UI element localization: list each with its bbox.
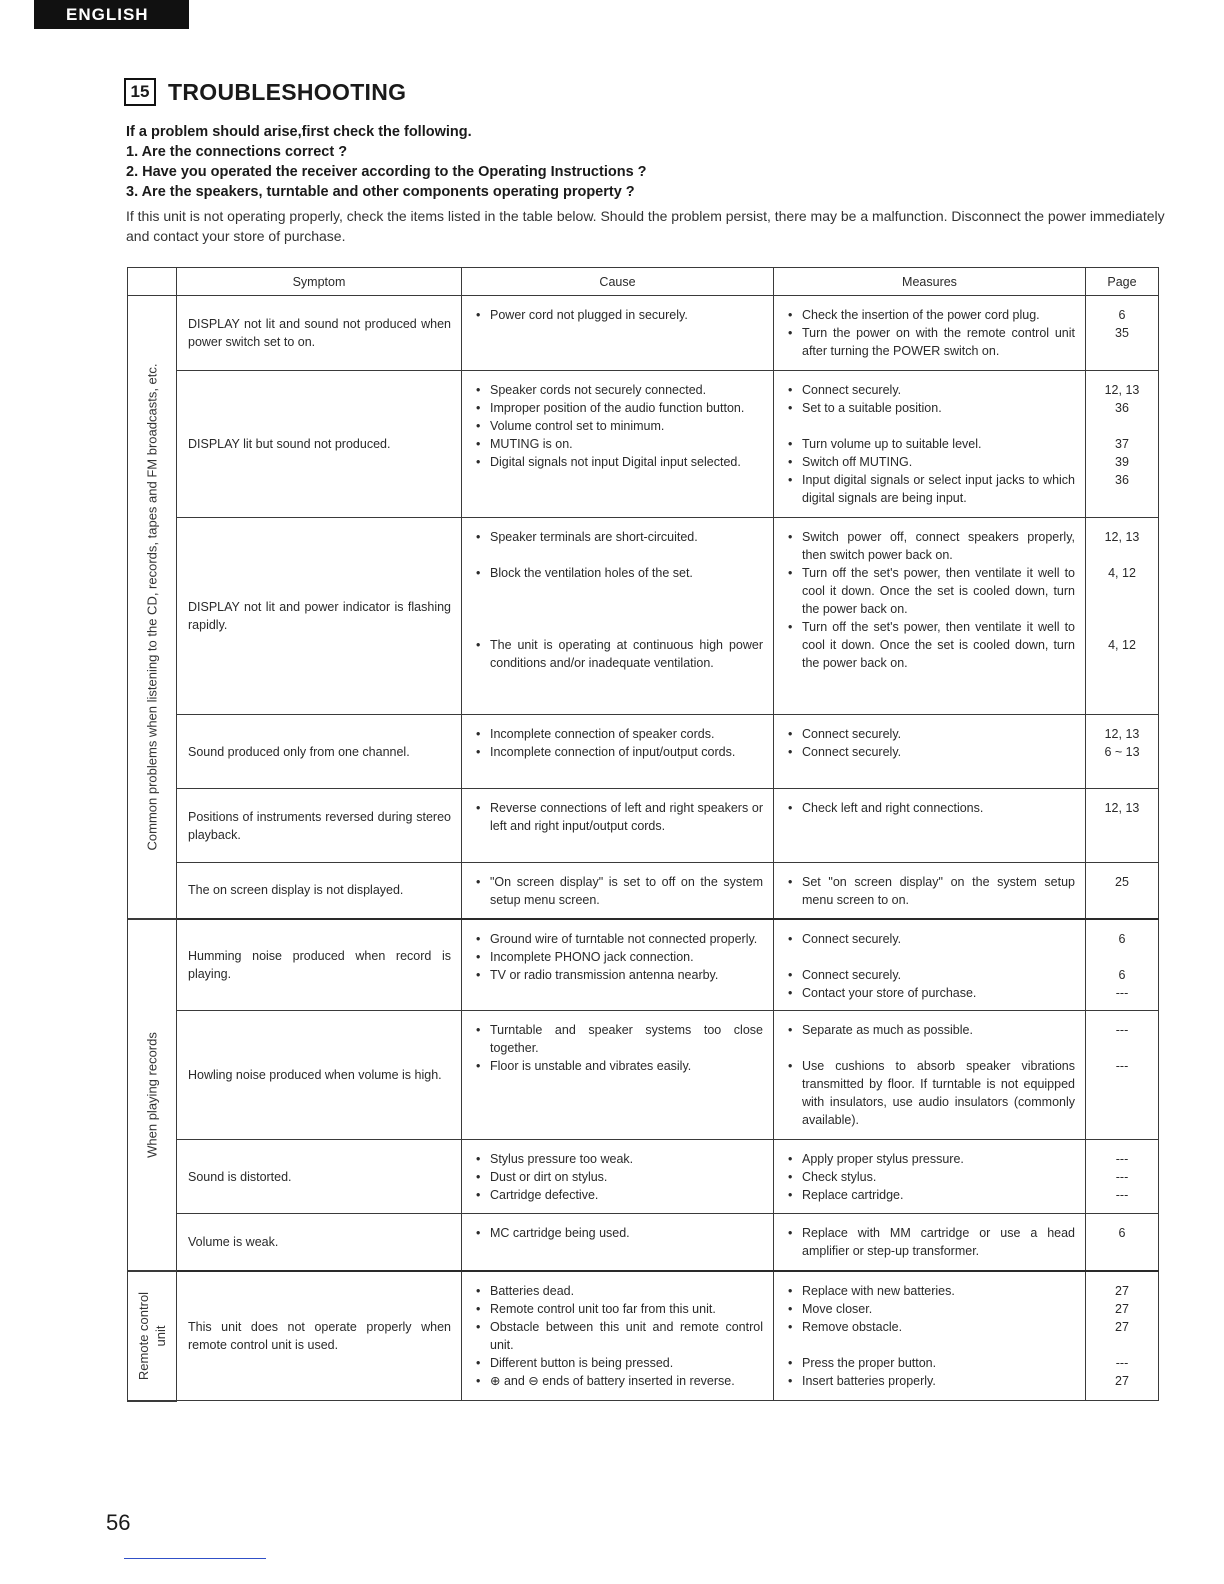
section-number-badge: 15 (124, 78, 156, 106)
cause-item: • ⊕ and ⊖ ends of battery inserted in reverse. (472, 1372, 763, 1390)
cause-cell (462, 296, 774, 371)
cause-cell (462, 371, 774, 518)
cause-cell (462, 1140, 774, 1214)
measure-item: • Set "on screen display" on the system setup menu screen to on. (784, 873, 1075, 909)
measure-item: • Switch power off, connect speakers properly, then switch power back on. (784, 528, 1075, 564)
cause-item: • MUTING is on. (472, 435, 763, 453)
page-cell (1086, 789, 1159, 863)
cause-item: • Incomplete connection of speaker cords. (472, 725, 763, 743)
measure-item: • Connect securely. (784, 381, 1075, 399)
cause-item: • Speaker cords not securely connected. (472, 381, 763, 399)
page-ref: --- (1115, 1152, 1129, 1166)
measure-item: • Apply proper stylus pressure. (784, 1150, 1075, 1168)
page-ref (1086, 546, 1158, 564)
table-row (128, 863, 1159, 919)
section-title: TROUBLESHOOTING (168, 78, 407, 105)
category-common-label: Common problems when listening to the CD, records, tapes and FM broadcasts, etc. (144, 363, 160, 851)
cause-item: • Cartridge defective. (472, 1186, 763, 1204)
measure-item: • Replace with new batteries. (784, 1282, 1075, 1300)
page-ref: --- (1115, 985, 1129, 1000)
cause-item: • Dust or dirt on stylus. (472, 1168, 763, 1186)
symptom-cell: This unit does not operate properly when remote control unit is used. (177, 1271, 462, 1401)
category-remote-label (135, 1291, 169, 1379)
table-row (128, 1140, 1159, 1214)
measures-cell (774, 1214, 1086, 1271)
measures-cell (774, 371, 1086, 518)
page-ref: 27 (1115, 1373, 1129, 1388)
page-ref: 27 (1115, 1301, 1129, 1316)
measure-item: • Remove obstacle. (784, 1318, 1075, 1336)
cause-cell (462, 1011, 774, 1140)
measure-item: • Connect securely. (784, 743, 1075, 761)
category-common (128, 296, 177, 919)
cause-item: • Speaker terminals are short-circuited. (472, 528, 763, 546)
page-ref (1086, 417, 1158, 435)
table-row (128, 296, 1159, 371)
measure-item: • Move closer. (784, 1300, 1075, 1318)
measure-item: • Turn off the set's power, then ventilate it well to cool it down. Once the set is cooled down, turn the power back on. (784, 564, 1075, 618)
cause-item: • Improper position of the audio function button. (472, 399, 763, 417)
measure-item: • Turn off the set's power, then ventilate it well to cool it down. Once the set is cooled down, turn the power back on. (784, 618, 1075, 672)
measures-cell (774, 518, 1086, 715)
symptom-cell: Volume is weak. (177, 1214, 462, 1271)
measures-cell (774, 1140, 1086, 1214)
page-ref: 6 (1118, 967, 1126, 982)
troubleshooting-table (127, 267, 1159, 1402)
table-row (128, 1011, 1159, 1140)
page-ref: --- (1115, 1188, 1129, 1202)
intro-question-3: 3. Are the speakers, turntable and other components operating property ? (126, 184, 635, 200)
measures-cell (774, 863, 1086, 919)
table-row (128, 371, 1159, 518)
page-ref: 35 (1115, 326, 1129, 340)
measure-item: • Insert batteries properly. (784, 1372, 1075, 1390)
measure-item: • Turn volume up to suitable level. (784, 435, 1075, 453)
page-ref: 12, 13 (1104, 727, 1140, 741)
page-ref: 27 (1115, 1283, 1129, 1298)
section-heading (124, 76, 406, 108)
cause-item: • Volume control set to minimum. (472, 417, 763, 435)
category-remote (128, 1271, 177, 1401)
cause-item: • Batteries dead. (472, 1282, 763, 1300)
page-cell (1086, 1011, 1159, 1140)
category-records-label: When playing records (144, 1031, 160, 1158)
cause-item: • Power cord not plugged in securely. (472, 306, 763, 324)
symptom-cell: Sound produced only from one channel. (177, 715, 462, 789)
table-row (128, 919, 1159, 1011)
cause-cell (462, 518, 774, 715)
page-ref: 25 (1115, 875, 1129, 889)
category-records (128, 919, 177, 1271)
measure-item: • Replace cartridge. (784, 1186, 1075, 1204)
measure-item: • Replace with MM cartridge or use a head amplifier or step-up transformer. (784, 1224, 1075, 1260)
header-category (128, 268, 177, 296)
cause-item: • Incomplete connection of input/output cords. (472, 743, 763, 761)
cause-item: • Floor is unstable and vibrates easily. (472, 1057, 763, 1075)
page-ref: --- (1115, 1170, 1129, 1184)
symptom-cell: Humming noise produced when record is playing. (177, 919, 462, 1011)
measures-cell (774, 715, 1086, 789)
page-cell (1086, 863, 1159, 919)
cause-cell (462, 1214, 774, 1271)
cause-cell (462, 863, 774, 919)
intro-question-2: 2. Have you operated the receiver according to the Operating Instructions ? (126, 164, 647, 180)
measures-cell (774, 919, 1086, 1011)
measure-item: • Check the insertion of the power cord plug. (784, 306, 1075, 324)
page-ref (1086, 582, 1158, 600)
page-ref: 6 ~ 13 (1104, 745, 1140, 759)
page-cell (1086, 715, 1159, 789)
symptom-cell: Howling noise produced when volume is high. (177, 1011, 462, 1140)
cause-item: • Digital signals not input Digital input selected. (472, 453, 763, 471)
header-page: Page (1086, 268, 1159, 296)
page-ref (1086, 948, 1158, 966)
measure-item: • Contact your store of purchase. (784, 984, 1075, 1002)
footer-rule (124, 1558, 266, 1559)
category-remote-line-2: unit (153, 1325, 168, 1346)
symptom-cell: Positions of instruments reversed during stereo playback. (177, 789, 462, 863)
table-row (128, 789, 1159, 863)
symptom-cell: Sound is distorted. (177, 1140, 462, 1214)
page-ref: 39 (1115, 455, 1129, 469)
intro-note: If this unit is not operating properly, check the items listed in the table below. Should the problem persist, there may be a malfunction. Disconnect the power immediately and contact your store of purchase. (126, 208, 1165, 244)
measure-item: • Check stylus. (784, 1168, 1075, 1186)
page-ref: 37 (1115, 437, 1129, 451)
cause-item: • The unit is operating at continuous high power conditions and/or inadequate ventilation. (472, 636, 763, 672)
page-ref: 36 (1115, 401, 1129, 415)
symptom-cell: DISPLAY not lit and sound not produced when power switch set to on. (177, 296, 462, 371)
cause-cell (462, 919, 774, 1011)
measure-item: • Press the proper button. (784, 1354, 1075, 1372)
page-ref: 4, 12 (1108, 638, 1136, 652)
page-ref (1086, 1336, 1158, 1354)
measure-item: • Switch off MUTING. (784, 453, 1075, 471)
cause-item: • Incomplete PHONO jack connection. (472, 948, 763, 966)
table-header-row (128, 268, 1159, 296)
header-symptom: Symptom (177, 268, 462, 296)
symptom-cell: The on screen display is not displayed. (177, 863, 462, 919)
measure-item: • Connect securely. (784, 966, 1075, 984)
page-number: 56 (106, 1510, 131, 1535)
measure-item: • Separate as much as possible. (784, 1021, 1075, 1039)
page-ref: 6 (1118, 931, 1126, 946)
page-ref: --- (1115, 1023, 1129, 1037)
measures-cell (774, 1271, 1086, 1401)
measure-item: • Use cushions to absorb speaker vibrations transmitted by floor. If turntable is not equipped with insulators, use audio insulators (commonly available). (784, 1057, 1075, 1129)
page-cell (1086, 296, 1159, 371)
measures-cell (774, 1011, 1086, 1140)
page-cell (1086, 1140, 1159, 1214)
cause-item: • Remote control unit too far from this unit. (472, 1300, 763, 1318)
measure-item: • Input digital signals or select input jacks to which digital signals are being input. (784, 471, 1075, 507)
category-remote-line-1: Remote control (136, 1291, 151, 1380)
table-row (128, 1271, 1159, 1401)
table-row (128, 715, 1159, 789)
language-tab: ENGLISH (34, 0, 189, 29)
measure-item: • Set to a suitable position. (784, 399, 1075, 417)
intro-block (126, 122, 1166, 246)
measure-item: • Check left and right connections. (784, 799, 1075, 817)
cause-item: • MC cartridge being used. (472, 1224, 763, 1242)
page-ref: 12, 13 (1104, 801, 1140, 815)
cause-item: • Block the ventilation holes of the set. (472, 564, 763, 582)
cause-cell (462, 715, 774, 789)
header-cause: Cause (462, 268, 774, 296)
page-cell (1086, 518, 1159, 715)
page-cell (1086, 1271, 1159, 1401)
cause-item: • Reverse connections of left and right speakers or left and right input/output cords. (472, 799, 763, 835)
cause-cell (462, 789, 774, 863)
cause-item: • TV or radio transmission antenna nearby. (472, 966, 763, 984)
intro-lead: If a problem should arise,first check the following. (126, 124, 472, 140)
cause-item: • Turntable and speaker systems too close together. (472, 1021, 763, 1057)
symptom-cell: DISPLAY not lit and power indicator is flashing rapidly. (177, 518, 462, 715)
page-ref (1086, 600, 1158, 618)
measure-item: • Turn the power on with the remote control unit after turning the POWER switch on. (784, 324, 1075, 360)
page-ref: 6 (1118, 308, 1126, 322)
cause-item: • "On screen display" is set to off on the system setup menu screen. (472, 873, 763, 909)
intro-question-1: 1. Are the connections correct ? (126, 144, 348, 160)
table-row (128, 518, 1159, 715)
measure-item: • Connect securely. (784, 930, 1075, 948)
page-ref: --- (1115, 1059, 1129, 1073)
page-cell (1086, 919, 1159, 1011)
measures-cell (774, 789, 1086, 863)
cause-item: • Ground wire of turntable not connected properly. (472, 930, 763, 948)
page-ref: 27 (1115, 1319, 1129, 1334)
page-ref: 12, 13 (1104, 383, 1140, 397)
header-measures: Measures (774, 268, 1086, 296)
page-ref: 36 (1115, 473, 1129, 487)
page-ref: 12, 13 (1104, 530, 1140, 544)
cause-item: • Obstacle between this unit and remote control unit. (472, 1318, 763, 1354)
cause-item: • Different button is being pressed. (472, 1354, 763, 1372)
page-cell (1086, 1214, 1159, 1271)
measure-item: • Connect securely. (784, 725, 1075, 743)
page-ref: 6 (1118, 1226, 1126, 1240)
cause-item: • Stylus pressure too weak. (472, 1150, 763, 1168)
page-ref (1086, 618, 1158, 636)
page-ref (1086, 1039, 1158, 1057)
measures-cell (774, 296, 1086, 371)
page-cell (1086, 371, 1159, 518)
page-ref: 4, 12 (1108, 566, 1136, 580)
table-row (128, 1214, 1159, 1271)
cause-cell (462, 1271, 774, 1401)
symptom-cell: DISPLAY lit but sound not produced. (177, 371, 462, 518)
page-ref: --- (1115, 1355, 1129, 1370)
